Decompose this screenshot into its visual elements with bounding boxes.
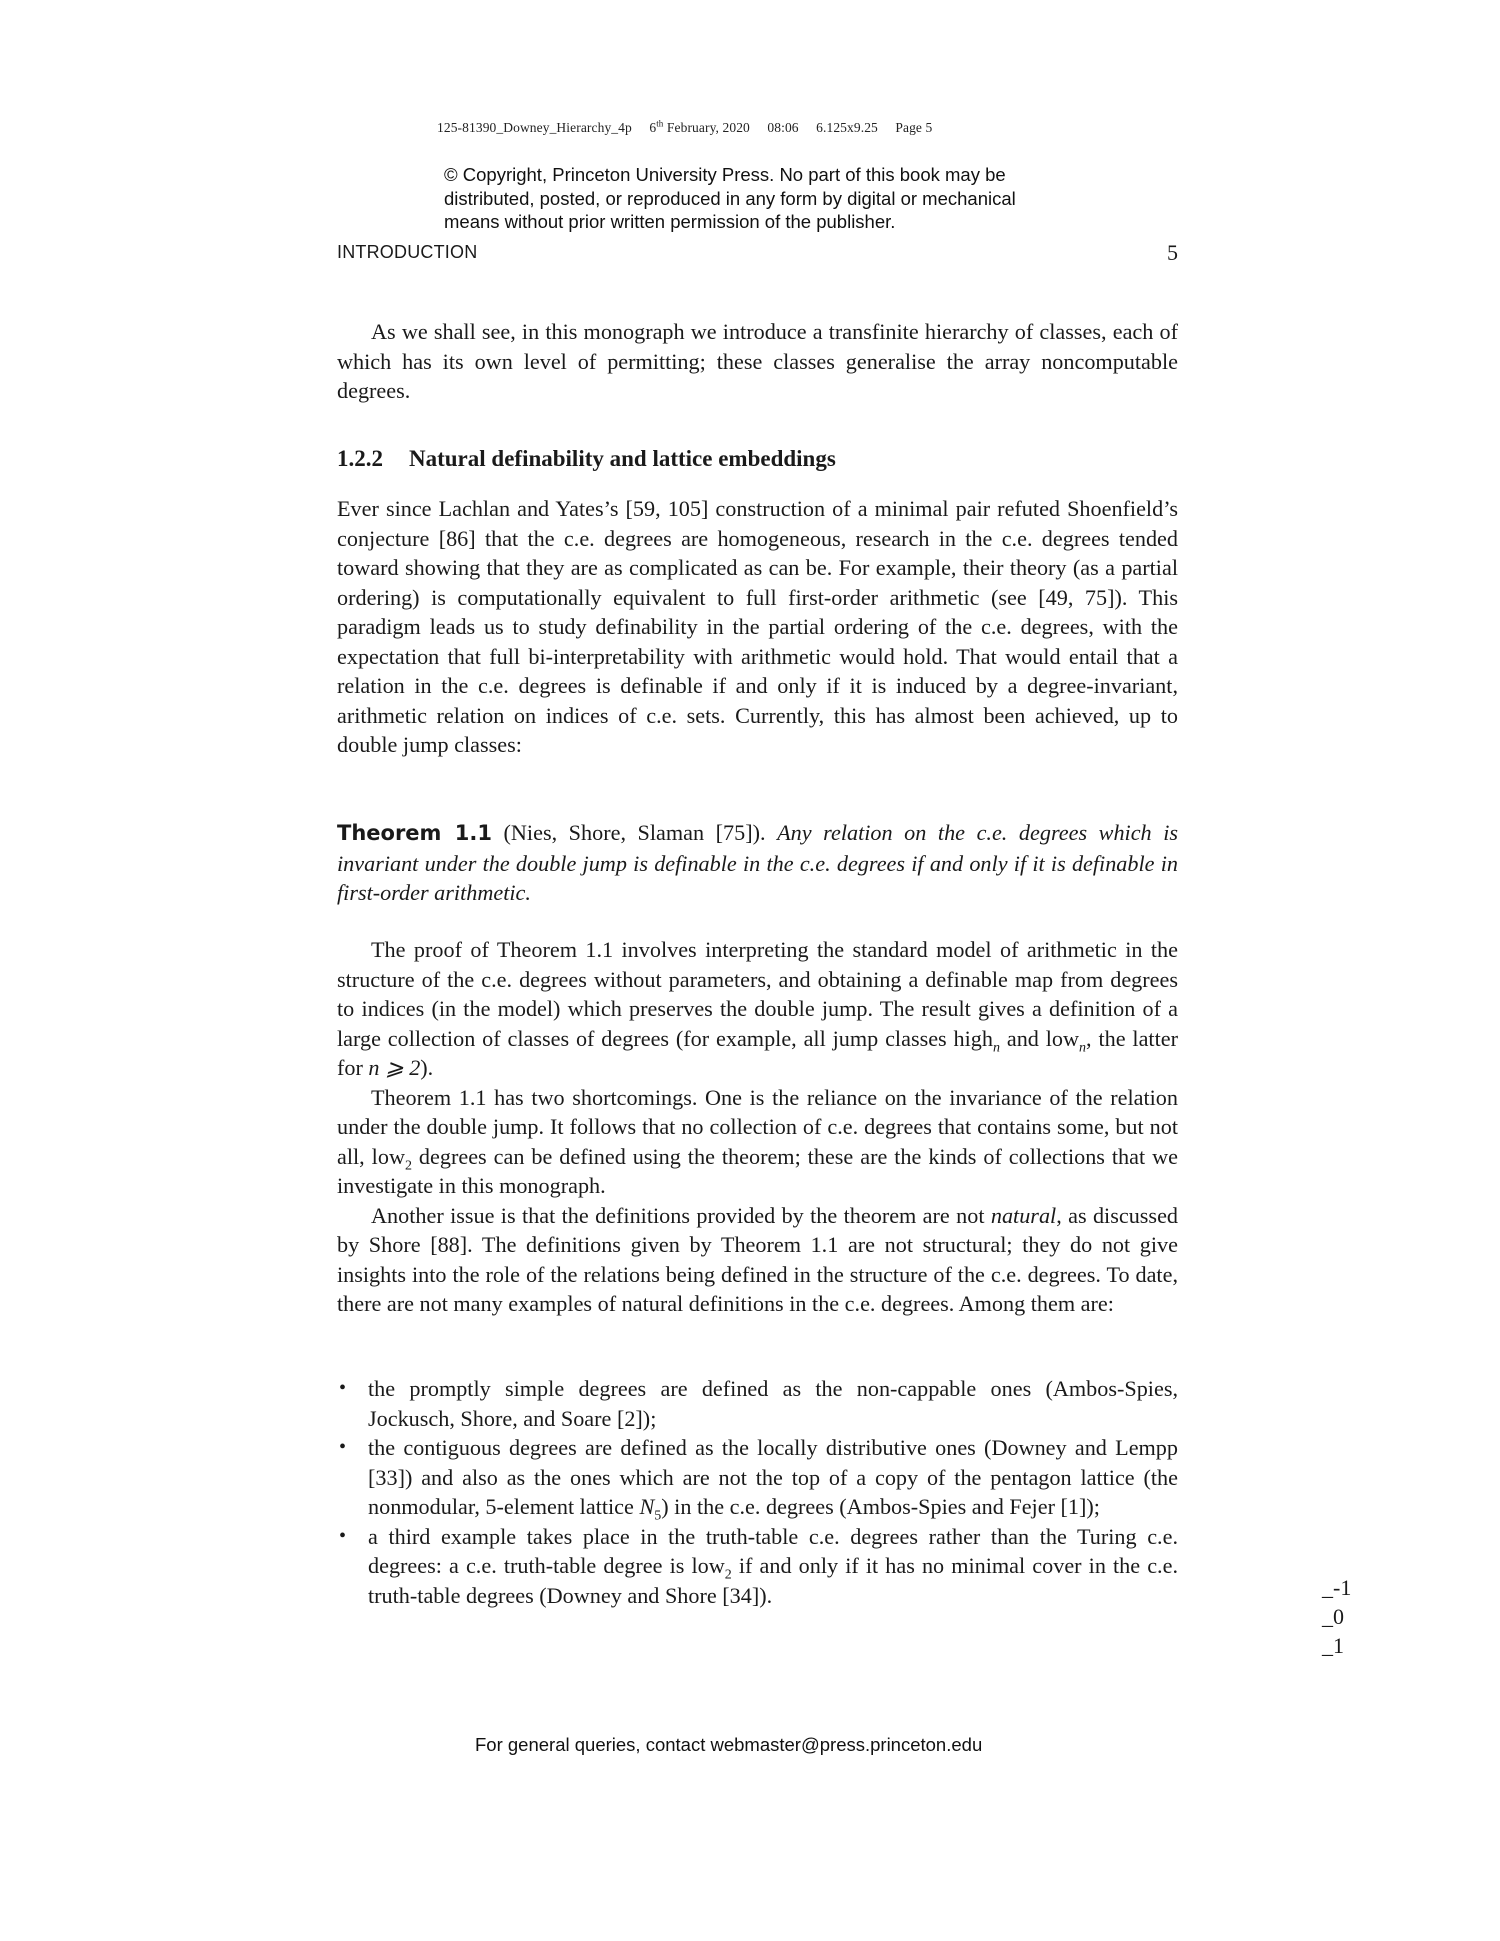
footer-contact: For general queries, contact webmaster@press.princeton.edu (475, 1734, 983, 1755)
section-number: 1.2.2 (337, 446, 383, 471)
running-head (337, 242, 1178, 268)
copyright-notice (444, 163, 1164, 234)
theorem-label: Theorem 1.1 (337, 821, 492, 845)
list-item: • a third example takes place in the truth-table c.e. degrees rather than the Turing c.e. degrees: a c.e. truth-table degree is low$_2$ if and only if it has no minimal cover in the c.e. truth-table degrees (Downey and Shore [34]). (339, 1523, 1178, 1608)
inline-math: N (639, 1494, 655, 1519)
bullet-icon: • (339, 1377, 347, 1399)
discussion-block (337, 935, 1178, 1319)
theorem-block (337, 818, 1178, 908)
list-item: • the contiguous degrees are defined as the locally distributive ones (Downey and Lempp [33]) and also as the ones which are not the top of a copy of the pentagon lattice (the nonmodular, 5-element lattice $N_5$) in the c.e. degrees (Ambos-Spies and Fejer [1]); (339, 1435, 1178, 1524)
examples-list-block (337, 1374, 1178, 1610)
paragraph-2: The proof of Theorem 1.1 involves interpreting the standard model of arithmetic in the structure of the c.e. degrees without parameters, and obtaining a definable map from degrees to indices (in the model) which preserves the double jump. The result gives a definition of a large collection of classes of degrees (for example, all jump classes high$_n$ and low$_n$, the latter for n ⩾ 2). (337, 937, 1178, 1080)
copyright-line: means without prior written permission of the publisher. (444, 211, 896, 232)
printer-slug (437, 118, 946, 136)
page-number: 5 (1167, 240, 1178, 265)
paragraph-3: Theorem 1.1 has two shortcomings. One is the reliance on the invariance of the relation under the double jump. It follows that no collection of c.e. degrees that contains some, but not all, low$_2$ degrees can be defined using the theorem; these are the kinds of collections that we investigate in this monograph. (337, 1084, 1178, 1198)
emphasis-natural: natural (990, 1202, 1057, 1228)
copyright-line: © Copyright, Princeton University Press. No part of this book may be (444, 164, 1006, 185)
section-heading (337, 446, 836, 472)
bullet-icon: • (339, 1436, 347, 1458)
copyright-line: distributed, posted, or reproduced in any form by digital or mechanical (444, 187, 1016, 209)
slug-date: 6th February, 2020 (649, 118, 750, 135)
slug-job-id: 125-81390_Downey_Hierarchy_4p (437, 119, 632, 135)
margin-mark: _-1 (1322, 1575, 1352, 1600)
examples-list (337, 1374, 1178, 1610)
bullet-icon: • (339, 1524, 347, 1547)
intro-paragraph-block (337, 317, 1178, 406)
margin-mark: _0 (1322, 1604, 1344, 1629)
paragraph-1-block (337, 494, 1178, 760)
slug-page-label: Page 5 (895, 119, 933, 135)
intro-paragraph: As we shall see, in this monograph we introduce a transfinite hierarchy of classes, each of which has its own level of permitting; these classes generalise the array noncomputable degrees. (337, 319, 1178, 403)
list-item: • the promptly simple degrees are defined as the non-cappable ones (Ambos-Spies, Jockusch, Shore, and Soare [2]); (339, 1376, 1178, 1431)
theorem-1-1 (337, 818, 1178, 908)
inline-math: n ⩾ 2 (368, 1055, 421, 1080)
slug-time: 08:06 (767, 119, 799, 135)
section-title: Natural definability and lattice embeddings (409, 446, 836, 471)
running-head-title: INTRODUCTION (337, 242, 478, 262)
margin-mark: _1 (1322, 1633, 1344, 1658)
theorem-attribution: (Nies, Shore, Slaman [75]). (503, 820, 766, 845)
margin-marks (1322, 1573, 1351, 1660)
slug-trim-size: 6.125x9.25 (816, 119, 878, 135)
paragraph-4: Another issue is that the definitions provided by the theorem are not natural, as discussed by Shore [88]. The definitions given by Theorem 1.1 are not structural; they do not give insights into the role of the relations being defined in the structure of the c.e. degrees. To date, there are not many examples of natural definitions in the c.e. degrees. Among them are: (337, 1202, 1179, 1316)
theorem-statement: Any relation on the c.e. degrees which is invariant under the double jump is definable in the c.e. degrees if and only if it is definable in first-order arithmetic. (337, 820, 1178, 905)
paragraph-1: Ever since Lachlan and Yates’s [59, 105] construction of a minimal pair refuted Shoenfield’s conjecture [86] that the c.e. degrees are homogeneous, research in the c.e. degrees tended toward showing that they are as complicated as can be. For example, their theory (as a partial ordering) is computationally equivalent to full first-order arithmetic (see [49, 75]). This paradigm leads us to study definability in the partial ordering of the c.e. degrees, with the expectation that full bi-interpretability with arithmetic would hold. That would entail that a relation in the c.e. degrees is definable if and only if it is induced by a degree-invariant, arithmetic relation on indices of c.e. sets. Currently, this has almost been achieved, up to double jump classes: (337, 496, 1178, 757)
